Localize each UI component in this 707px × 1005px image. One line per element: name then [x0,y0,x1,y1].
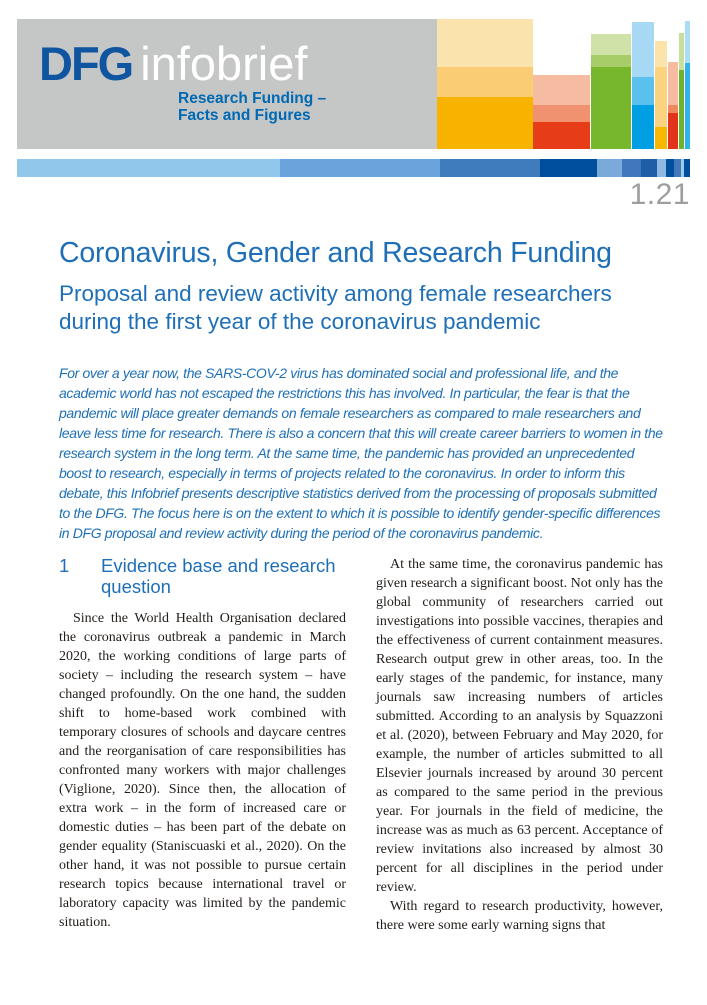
mosaic-segment [533,105,590,122]
body-paragraph: With regard to research productivity, however, there were some early warning signs that [376,899,663,933]
intro-paragraph: For over a year now, the SARS-COV-2 virus has dominated social and professional life, and the academic world has not escaped the restrictions this has involved. In particular, the fear is that the pandemic will place greater demands on female researchers as compared to male researchers and leave less time for research. There is also a concern that this will create career barriers to women in the research system in the long term. At the same time, the pandemic has provided an unprecedented boost to research, especially in terms of projects related to the coronavirus. In order to inform this debate, this Infobrief presents descriptive statistics derived from the processing of proposals submitted to the DFG. The focus here is on the extent to which it is possible to identify gender-specific differences in DFG proposal and review activity during the period of the coronavirus pandemic. [59,365,663,541]
mosaic-segment [668,62,678,105]
mosaic-segment [591,34,631,55]
stripe-segment [597,159,622,177]
mosaic-segment [591,55,631,67]
mosaic-segment [679,70,684,149]
stripe-segment [641,159,657,177]
stripe-segment [622,159,641,177]
stripe-segment [666,159,674,177]
dfg-logo: DFG [39,37,133,90]
mosaic-segment [655,41,667,67]
mosaic-segment [685,63,690,149]
mosaic-segment [591,67,631,149]
mosaic-segment [632,77,654,105]
stripe-segment [280,159,440,177]
stripe-segment [681,159,684,177]
tagline-line-2: Facts and Figures [178,106,311,124]
mosaic-segment [437,19,533,67]
tagline [178,91,326,124]
mosaic-segment [668,105,678,113]
issue-number: 1.21 [629,178,690,211]
stripe-segment [657,159,666,177]
stripe-segment [674,159,681,177]
mosaic-segment [437,67,533,97]
tagline-line-1: Research Funding – [178,90,327,107]
mosaic-segment [632,22,654,77]
stripe-segment [440,159,540,177]
article-title: Coronavirus, Gender and Research Funding [59,237,612,269]
mosaic-segment [685,21,690,63]
mosaic-segment [437,97,533,149]
mosaic-segment [533,75,590,105]
stripe-segment [17,159,280,177]
stripe-segment [540,159,597,177]
mosaic-segment [668,113,678,149]
body-paragraph: Since the World Health Organisation declared the coronavirus outbreak a pandemic in March 2020, the working conditions of large parts of society – including the research system – have changed profoundly. On the one hand, the sudden shift to home-based work combined with temporary closures of schools and daycare centres and the reorganisation of care responsibilities has confronted many workers with major challenges (Viglione, 2020). Since then, the allocation of extra work – in the form of increased care or domestic duties – has been part of the debate on gender equality (Staniscuaski et al., 2020). On the other hand, it was not possible to pursue certain research topics because international travel or laboratory capacity was limited by the pandemic situation. [59,611,346,930]
mosaic-segment [679,33,684,70]
mosaic-segment [655,67,667,127]
section-heading [59,555,346,597]
two-column-body [59,555,663,935]
body-paragraph: At the same time, the coronavirus pandemic has given research a significant boost. Not only has the global community of researchers carried out investigations into possible vaccines, therapies and the effectiveness of current containment measures. Research output grew in other areas, too. In the early stages of the pandemic, for instance, many journals saw increasing numbers of articles submitted. According to an analysis by Squazzoni et al. (2020), between February and May 2020, for example, the number of articles submitted to all Elsevier journals increased by around 30 percent as compared to the same period in the previous year. For journals in the field of medicine, the increase was as much as 63 percent. Acceptance of review invitations also increased by almost 30 percent for all disciplines in the period under review. [376,557,663,895]
right-column [376,555,663,935]
infobrief-wordmark: infobrief [140,37,308,90]
left-column [59,555,346,935]
mosaic-segment [632,105,654,149]
header-band [17,19,437,149]
section-title: Evidence base and research question [101,555,336,597]
section-number: 1 [59,555,70,576]
stripe-segment [684,159,690,177]
article-subtitle: Proposal and review activity among female researchers during the first year of the coronavirus pandemic [59,281,612,334]
article [59,237,663,935]
mosaic-segment [533,122,590,149]
mosaic-segment [655,127,667,149]
